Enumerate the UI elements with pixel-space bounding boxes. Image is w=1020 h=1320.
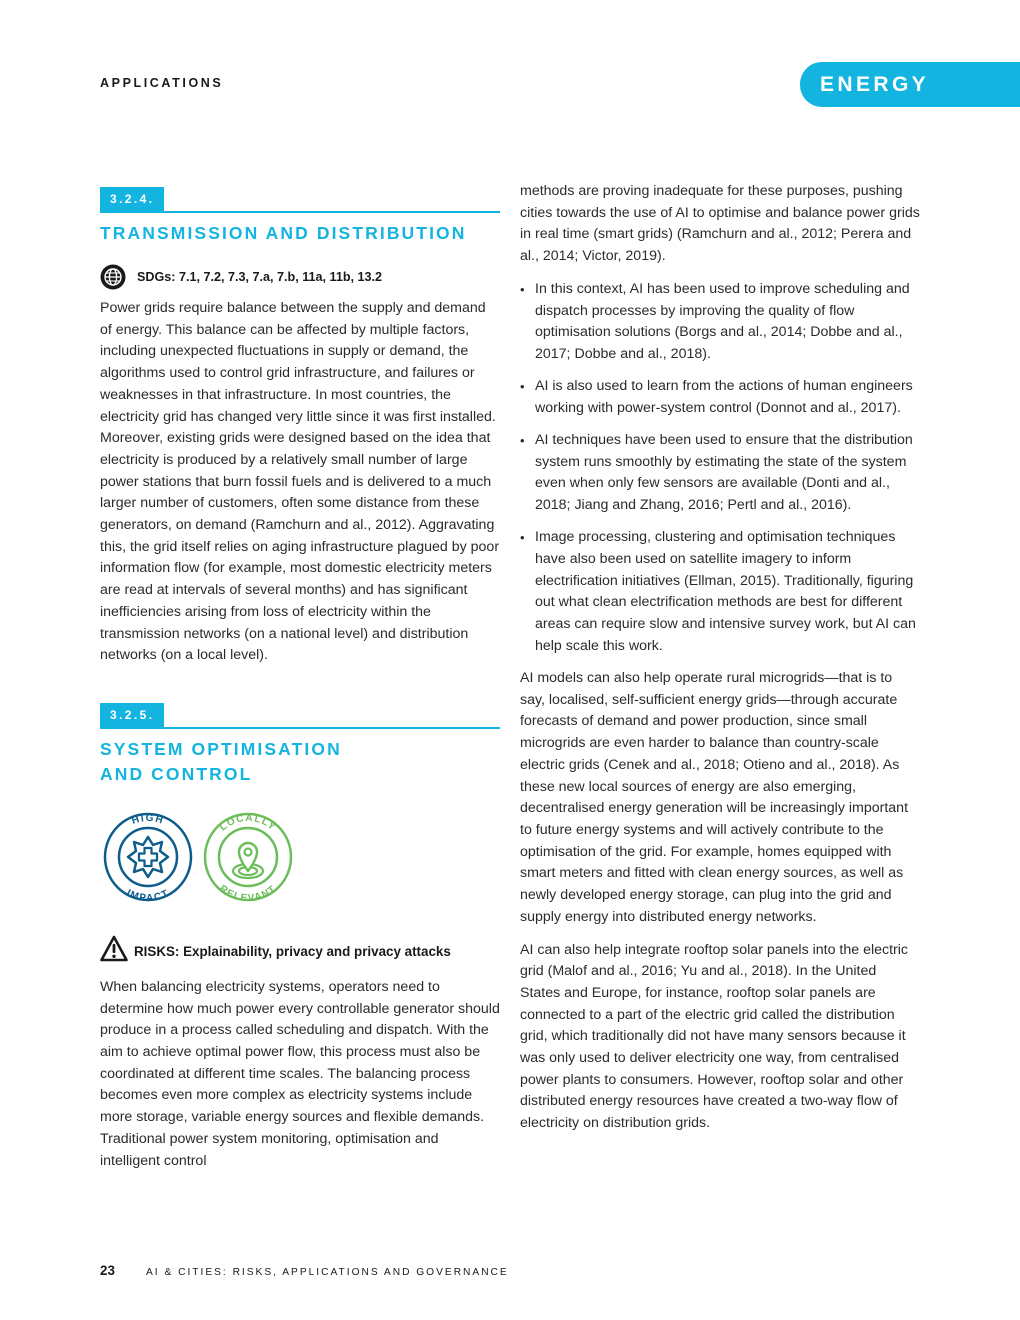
globe-icon bbox=[100, 264, 126, 290]
badge-bottom-label: RELEVANT bbox=[217, 883, 279, 905]
warning-icon bbox=[100, 935, 128, 963]
section-rule bbox=[100, 727, 500, 729]
locally-relevant-badge-icon bbox=[200, 807, 296, 907]
section-title-line: AND CONTROL bbox=[100, 763, 253, 784]
right-column bbox=[520, 181, 920, 1135]
bullet-list bbox=[520, 279, 920, 658]
sdg-text: SDGs: 7.1, 7.2, 7.3, 7.a, 7.b, 11a, 11b, 13.2 bbox=[137, 270, 383, 284]
paragraph: AI can also help integrate rooftop solar panels into the electric grid (Malof and al., 2016; Yu and al., 2018). In the United States and Europe, for instance, rooftop solar panels are connected to a part of the electric grid called the distribution grid, which traditionally did not have many sensors because it was only used to deliver electricity one way, from centralised power plants to consumers. However, rooftop solar and other distributed energy resources have created a two-way flow of electricity on distribution grids. bbox=[520, 941, 909, 1132]
chapter-tab: ENERGY bbox=[800, 62, 1020, 107]
high-impact-badge-icon bbox=[100, 807, 196, 907]
section-rule bbox=[100, 211, 500, 213]
paragraph: AI models can also help operate rural microgrids—that is to say, localised, self-sufficient energy grids—through accurate forecasts of demand and power production, since small microgrids are even harder to balance than country-scale electric grids (Cenek and al., 2018; Otieno and al., 2018). As these new local sources of energy are also emerging, decentralised energy generation will be increasingly important to future energy systems and will actively contribute to the optimisation of the grid. For example, homes equipped with smart meters and fitted with clean energy sources, as well as newly developed energy storage, can plug into the grid and supply energy into distributed energy networks. bbox=[520, 670, 909, 925]
section-title-line: SYSTEM OPTIMISATION bbox=[100, 738, 342, 759]
page-footer bbox=[100, 1263, 509, 1278]
continuation-paragraph: methods are proving inadequate for these purposes, pushing cities towards the use of AI to optimise and balance power grids in real time (smart grids) (Ramchurn and al., 2012; Perera and al., 2014; Victor, 2019). bbox=[520, 183, 920, 265]
svg-text:IMPACT bbox=[124, 888, 171, 904]
section-3-2-5 bbox=[100, 703, 500, 1172]
impact-badges bbox=[100, 807, 500, 911]
risks-line bbox=[100, 935, 500, 963]
section-paragraph: Power grids require balance between the supply and demand of energy. This balance can be affected by multiple factors, including unexpected fluctuations in supply or demand, the algorithms used to control grid infrastructure, and failures or weaknesses in that infrastructure. In most countries, the electricity grid has changed very little since it was first installed. Moreover, existing grids were designed based on the idea that electricity is produced by a relatively small number of large power stations that burn fossil fuels and is delivered to a much larger number of customers, often some distance from these generators, on demand (Ramchurn and al., 2012). Aggravating this, the grid itself relies on aging infrastructure plagued by poor information flow (for example, most domestic electricity meters are read at intervals of several months) and has significant inefficiencies arising from loss of electricity within the transmission networks (on a national level) and distribution networks (on a local level). bbox=[100, 300, 500, 664]
badge-bottom-label: IMPACT bbox=[124, 887, 172, 905]
page-number: 23 bbox=[100, 1263, 115, 1278]
list-item: • AI is also used to learn from the actions of human engineers working with power-system control (Donnot and al., 2017). bbox=[520, 376, 920, 419]
risks-text: RISKS: Explainability, privacy and privacy attacks bbox=[134, 943, 451, 959]
left-column bbox=[100, 187, 500, 1172]
section-title: TRANSMISSION AND DISTRIBUTION bbox=[100, 223, 467, 243]
list-item: • Image processing, clustering and optimisation techniques have also been used on satellite imagery to inform electrification initiatives (Ellman, 2015). Traditionally, figuring out what clean electrification methods are best for different areas can require slow and intensive survey work, but AI can help scale this work. bbox=[520, 527, 920, 657]
list-item: • AI techniques have been used to ensure that the distribution system runs smoothly by estimating the state of the system even when only few sensors are available (Donti and al., 2018; Jiang and Zhang, 2016; Pertl and al., 2016). bbox=[520, 430, 920, 517]
badge-top-label: LOCALLY bbox=[217, 812, 279, 834]
section-3-2-4 bbox=[100, 187, 500, 667]
svg-text:HIGH bbox=[130, 813, 165, 827]
section-number-badge: 3.2.5. bbox=[100, 703, 164, 727]
list-item: • In this context, AI has been used to improve scheduling and dispatch processes by improving the quality of flow optimisation solutions (Borgs and al., 2014; Dobbe and al., 2017; Dobbe and al., 2018). bbox=[520, 279, 920, 366]
publication-title: AI & CITIES: RISKS, APPLICATIONS AND GOVERNANCE bbox=[146, 1267, 509, 1278]
section-title bbox=[100, 737, 500, 787]
svg-text:LOCALLY bbox=[218, 813, 278, 834]
badge-top-label: HIGH bbox=[130, 812, 166, 827]
section-number-badge: 3.2.4. bbox=[100, 187, 164, 211]
sdg-line bbox=[100, 264, 500, 290]
section-paragraph: When balancing electricity systems, operators need to determine how much power every controllable generator should produce in a process called scheduling and dispatch. With the aim to achieve optimal power flow, this process must also be coordinated at different time scales. The balancing process becomes even more complex as electricity systems include more storage, variable energy sources and flexible demands. Traditional power system monitoring, optimisation and intelligent control bbox=[100, 978, 500, 1169]
running-head: APPLICATIONS bbox=[100, 76, 224, 90]
